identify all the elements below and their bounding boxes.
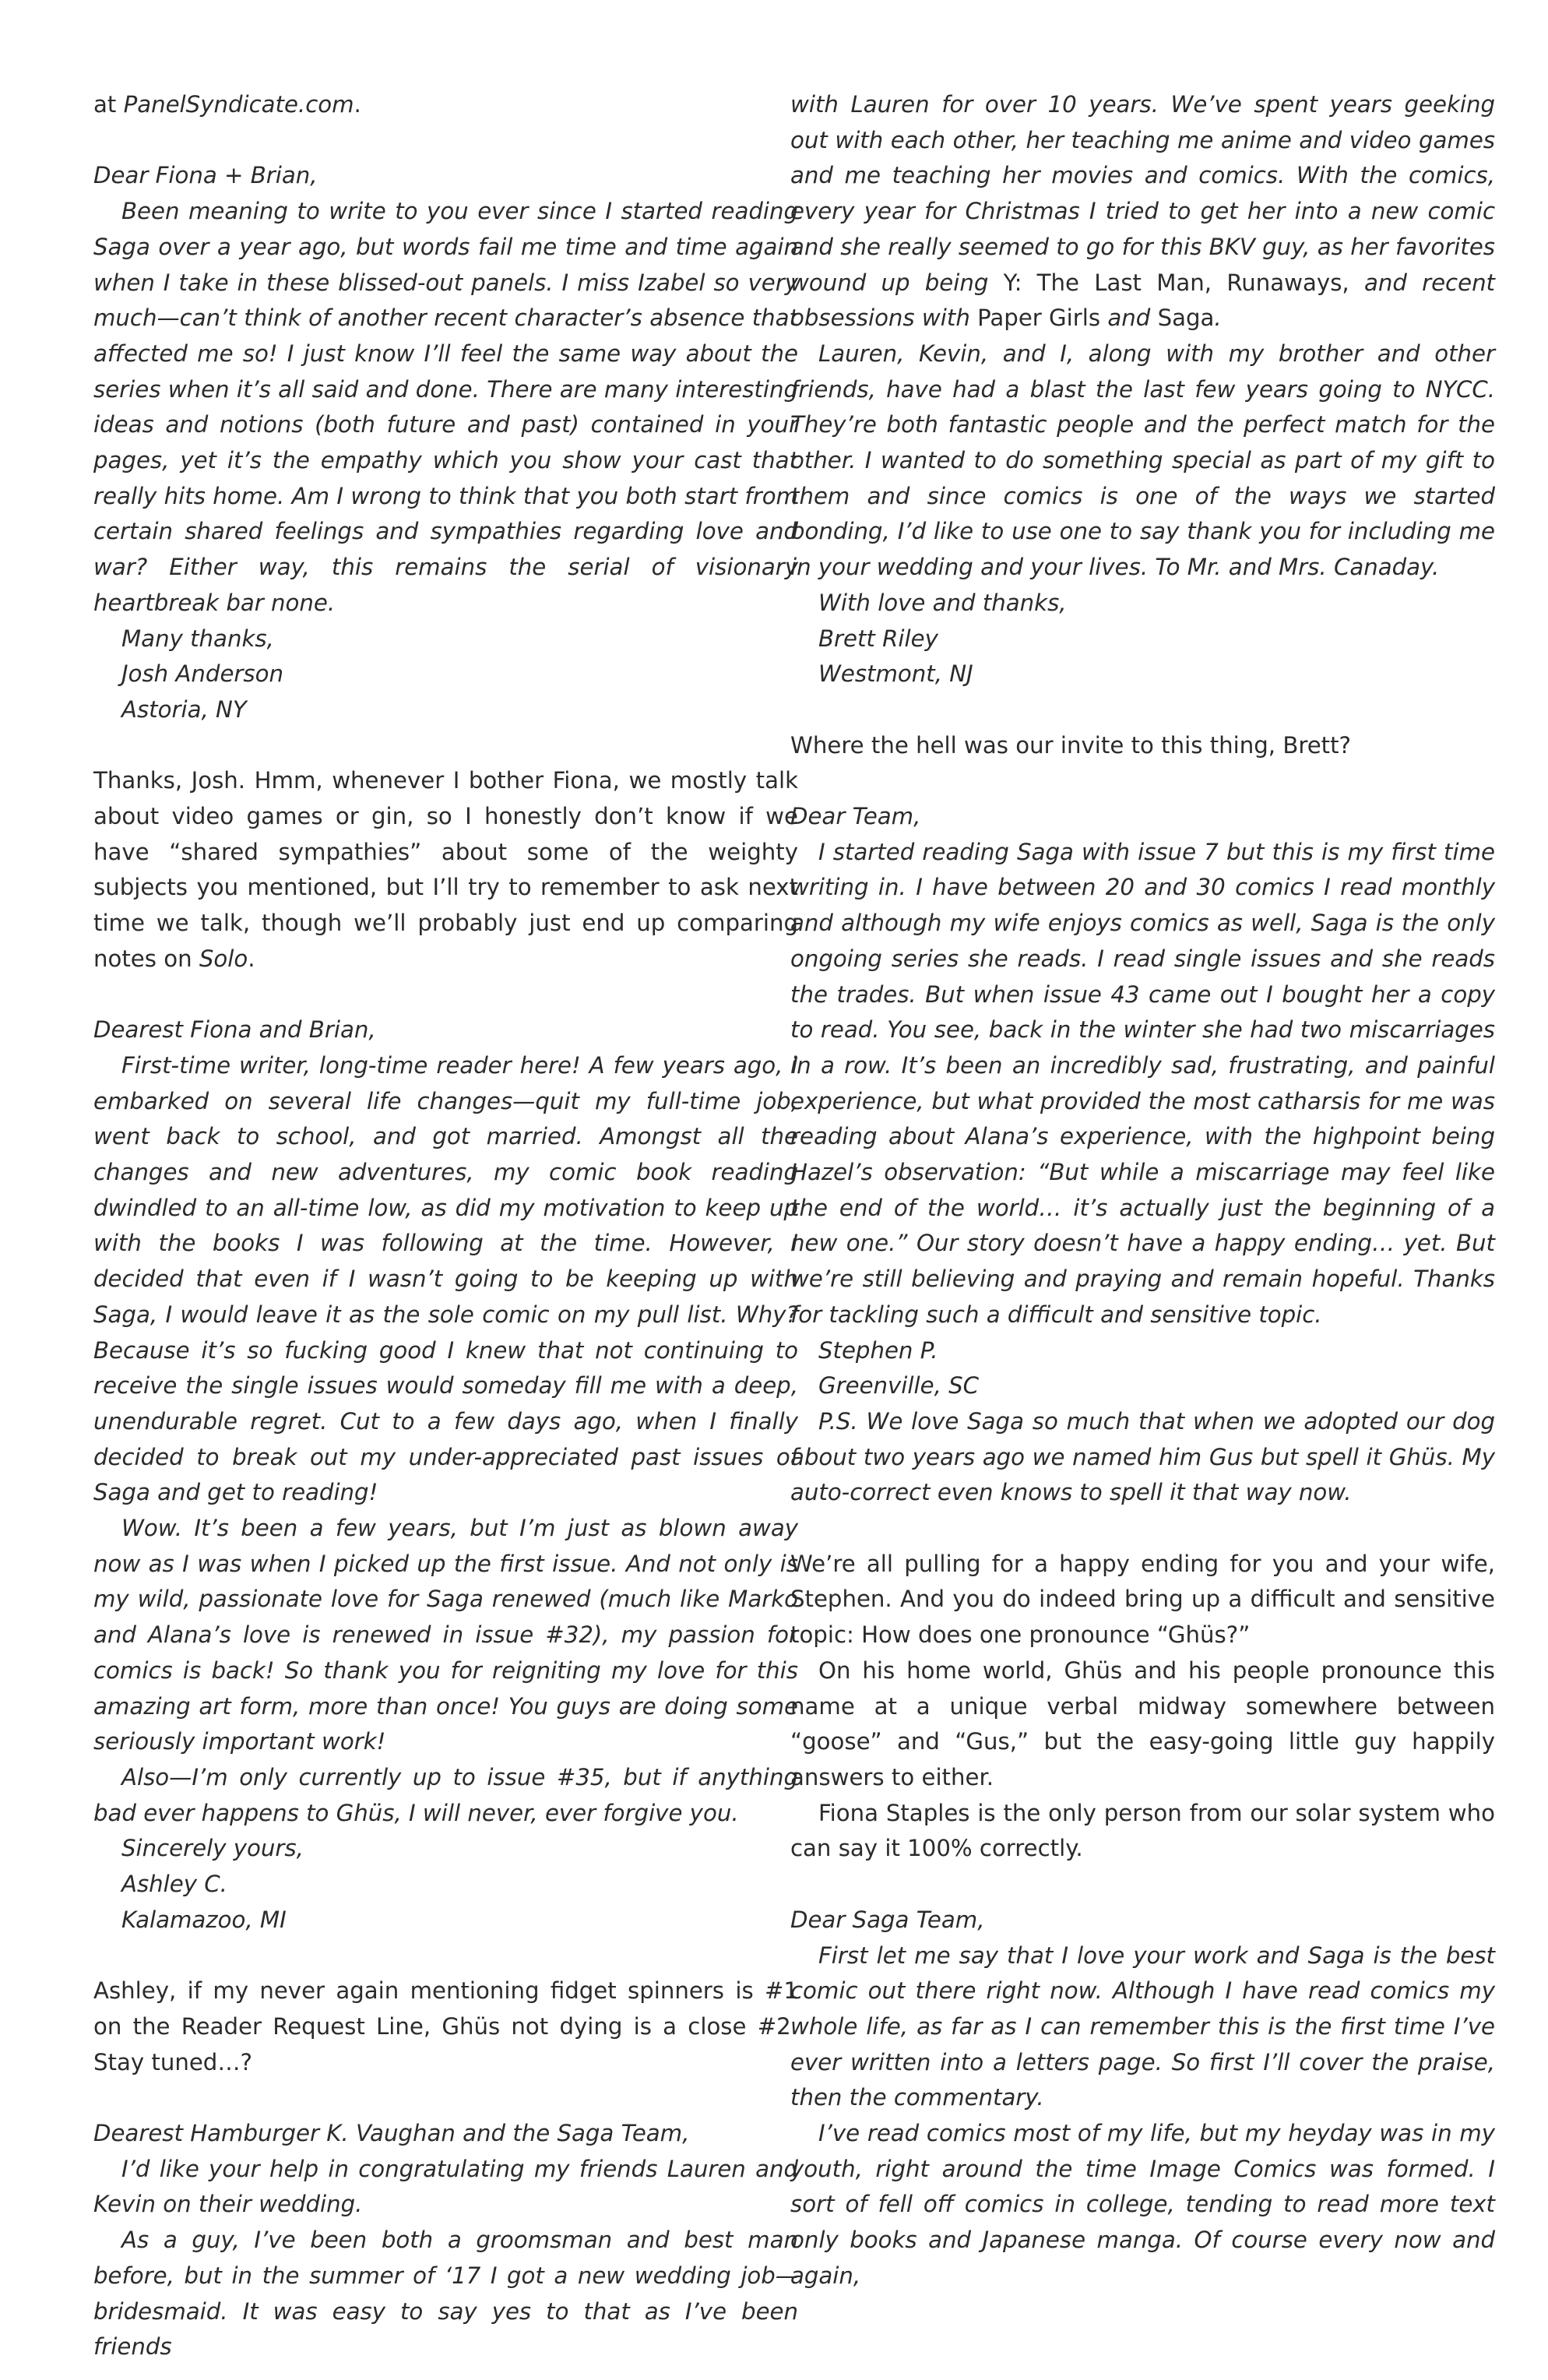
letter-brett — [93, 2116, 798, 2365]
letter-ashley — [93, 1012, 798, 1938]
right-column — [790, 87, 1495, 2294]
letter-salutation: Dear Saga Team, — [790, 1906, 985, 1933]
letter-signature-name: Brett Riley — [818, 625, 938, 652]
letter-paragraph: Wow. It’s been a few years, but I’m just as blown away now as I was when I picked up the first issue. And not only is my wild, passionate love for Saga renewed (much like Marko and Alana’s love is renewed in issue #32), my passion for comics is back! So thank you for reigniting my love for this amazing art form, more than once! You guys are doing some seriously important work! — [93, 1515, 798, 1755]
letter-salutation: Dearest Fiona and Brian, — [93, 1016, 376, 1044]
letter-closing: Many thanks, — [121, 625, 274, 652]
reply-paragraph: Fiona Staples is the only person from our solar system who can say it 100% correctly. — [790, 1799, 1495, 1862]
letter-paragraph: Also—I’m only currently up to issue #35, but if anything bad ever happens to Ghüs, I will never, ever forgive you. — [93, 1764, 798, 1826]
reply-brett: Where the hell was our invite to this thing, Brett? — [790, 731, 1352, 759]
reply-stephen — [790, 1547, 1495, 1867]
letter-salutation: Dear Fiona + Brian, — [93, 162, 318, 189]
reply-paragraph: We’re all pulling for a happy ending for you and your wife, Stephen. And you do indeed bring up a difficult and sensitive topic: How does one pronounce “Ghüs?” — [790, 1550, 1495, 1649]
reply-josh: Thanks, Josh. Hmm, whenever I bother Fiona, we mostly talk about video games or gin, so I honestly don’t know if we have “shared sympathies” about some of the weighty subjects you mentioned, but I’ll try to remember to ask next time we talk, though we’ll probably just end up comparing notes on Solo. — [93, 767, 798, 972]
letter-closing: With love and thanks, — [818, 589, 1067, 616]
letter-signature-name: Josh Anderson — [121, 660, 283, 688]
letter-paragraph: with Lauren for over 10 years. We’ve spent years geeking out with each other, her teaching me anime and video games and me teaching her movies and comics. With the comics, every year for Christmas I tried to get her into a new comic and she really seemed to go for this BKV guy, as her favorites wound up being Y: The Last Man, Runaways, and recent obsessions with Paper Girls and Saga. — [790, 91, 1496, 332]
letter-signature-location: Greenville, SC — [818, 1372, 980, 1399]
reply-ashley: Ashley, if my never again mentioning fidget spinners is #1 on the Reader Request Line, Ghüs not dying is a close #2. Stay tuned…? — [93, 1977, 798, 2075]
letter-saga-team — [790, 1903, 1495, 2294]
letter-paragraph: First let me say that I love your work and Saga is the best comic out there right now. Although I have read comics my whole life, as far as I can remember this is the first time I’ve ever written into a letters page. So first I’ll cover the praise, then the commentary. — [790, 1942, 1495, 2111]
letter-josh — [93, 158, 798, 727]
letter-brett-continued — [790, 87, 1495, 692]
letter-salutation: Dear Team, — [790, 803, 921, 830]
letter-closing: Sincerely yours, — [121, 1835, 304, 1862]
letter-signature-location: Astoria, NY — [121, 695, 247, 723]
letter-paragraph: First-time writer, long-time reader here! A few years ago, I embarked on several life changes—quit my full-time job, went back to school, and got married. Amongst all the changes and new adventures, my comic book reading dwindled to an all-time low, as did my motivation to keep up with the books I was following at the time. However, I decided that even if I wasn’t going to be keeping up with Saga, I would leave it as the sole comic on my pull list. Why? Because it’s so fucking good I knew that not continuing to receive the single issues would someday fill me with a deep, unendurable regret. Cut to a few days ago, when I finally decided to break out my under-appreciated past issues of Saga and get to reading! — [93, 1051, 798, 1506]
reply-title: Solo — [199, 945, 248, 972]
letter-signature-name: Stephen P. — [818, 1336, 938, 1364]
letter-paragraph: I’d like your help in congratulating my friends Lauren and Kevin on their wedding. — [93, 2155, 798, 2218]
left-column — [93, 87, 798, 2365]
letter-signature-location: Kalamazoo, MI — [121, 1906, 287, 1933]
letter-paragraph: I started reading Saga with issue 7 but this is my first time writing in. I have between 20 and 30 comics I read monthly and although my wife enjoys comics as well, Saga is the only ongoing series she reads. I read single issues and she reads the trades. But when issue 43 came out I bought her a copy to read. You see, back in the winter she had two miscarriages in a row. It’s been an incredibly sad, frustrating, and painful experience, but what provided the most catharsis for me was reading about Alana’s experience, with the highpoint being Hazel’s observation: “But while a miscarriage may feel like the end of the world… it’s actually just the beginning of a new one.” Our story doesn’t have a happy ending… yet. But we’re still believing and praying and remain hopeful. Thanks for tackling such a difficult and sensitive topic. — [790, 838, 1495, 1328]
site-link-text: PanelSyndicate.com — [123, 91, 354, 118]
letter-paragraph: I’ve read comics most of my life, but my heyday was in my youth, right around the time Image Comics was formed. I sort of fell off comics in college, tending to read more text only books and Japanese manga. Of course every now and again, — [790, 2120, 1495, 2289]
letter-signature-location: Westmont, NJ — [818, 660, 973, 688]
letter-signature-name: Ashley C. — [121, 1871, 227, 1898]
intro-line: at PanelSyndicate.com. — [93, 91, 361, 118]
letter-body: Been meaning to write to you ever since I started reading Saga over a year ago, but words fail me time and time again when I take in these blissed-out panels. I miss Izabel so very much—can’t think of another recent character’s absence that affected me so! I just know I’ll feel the same way about the series when it’s all said and done. There are many interesting ideas and notions (both future and past) contained in your pages, yet it’s the empathy which you show your cast that really hits home. Am I wrong to think that you both start from certain shared feelings and sympathies regarding love and war? Either way, this remains the serial of visionary heartbreak bar none. — [93, 198, 798, 616]
letter-paragraph: As a guy, I’ve been both a groomsman and best man before, but in the summer of ‘17 I got a new wedding job—bridesmaid. It was easy to say yes to that as I’ve been friends — [93, 2227, 798, 2361]
letter-paragraph: Lauren, Kevin, and I, along with my brother and other friends, have had a blast the last few years going to NYCC. They’re both fantastic people and the perfect match for the other. I wanted to do something special as part of my gift to them and since comics is one of the ways we started bonding, I’d like to use one to say thank you for including me in your wedding and your lives. To Mr. and Mrs. Canaday. — [790, 340, 1495, 581]
letter-salutation: Dearest Hamburger K. Vaughan and the Saga Team, — [93, 2120, 690, 2146]
letter-stephen — [790, 799, 1495, 1511]
letter-postscript: P.S. We love Saga so much that when we adopted our dog about two years ago we named him Gus but spell it Ghüs. My auto-correct even knows to spell it that way now. — [790, 1407, 1495, 1506]
reply-paragraph: On his home world, Ghüs and his people pronounce this name at a unique verbal midway somewhere between “goose” and “Gus,” but the easy-going little guy happily answers to either. — [790, 1656, 1495, 1790]
